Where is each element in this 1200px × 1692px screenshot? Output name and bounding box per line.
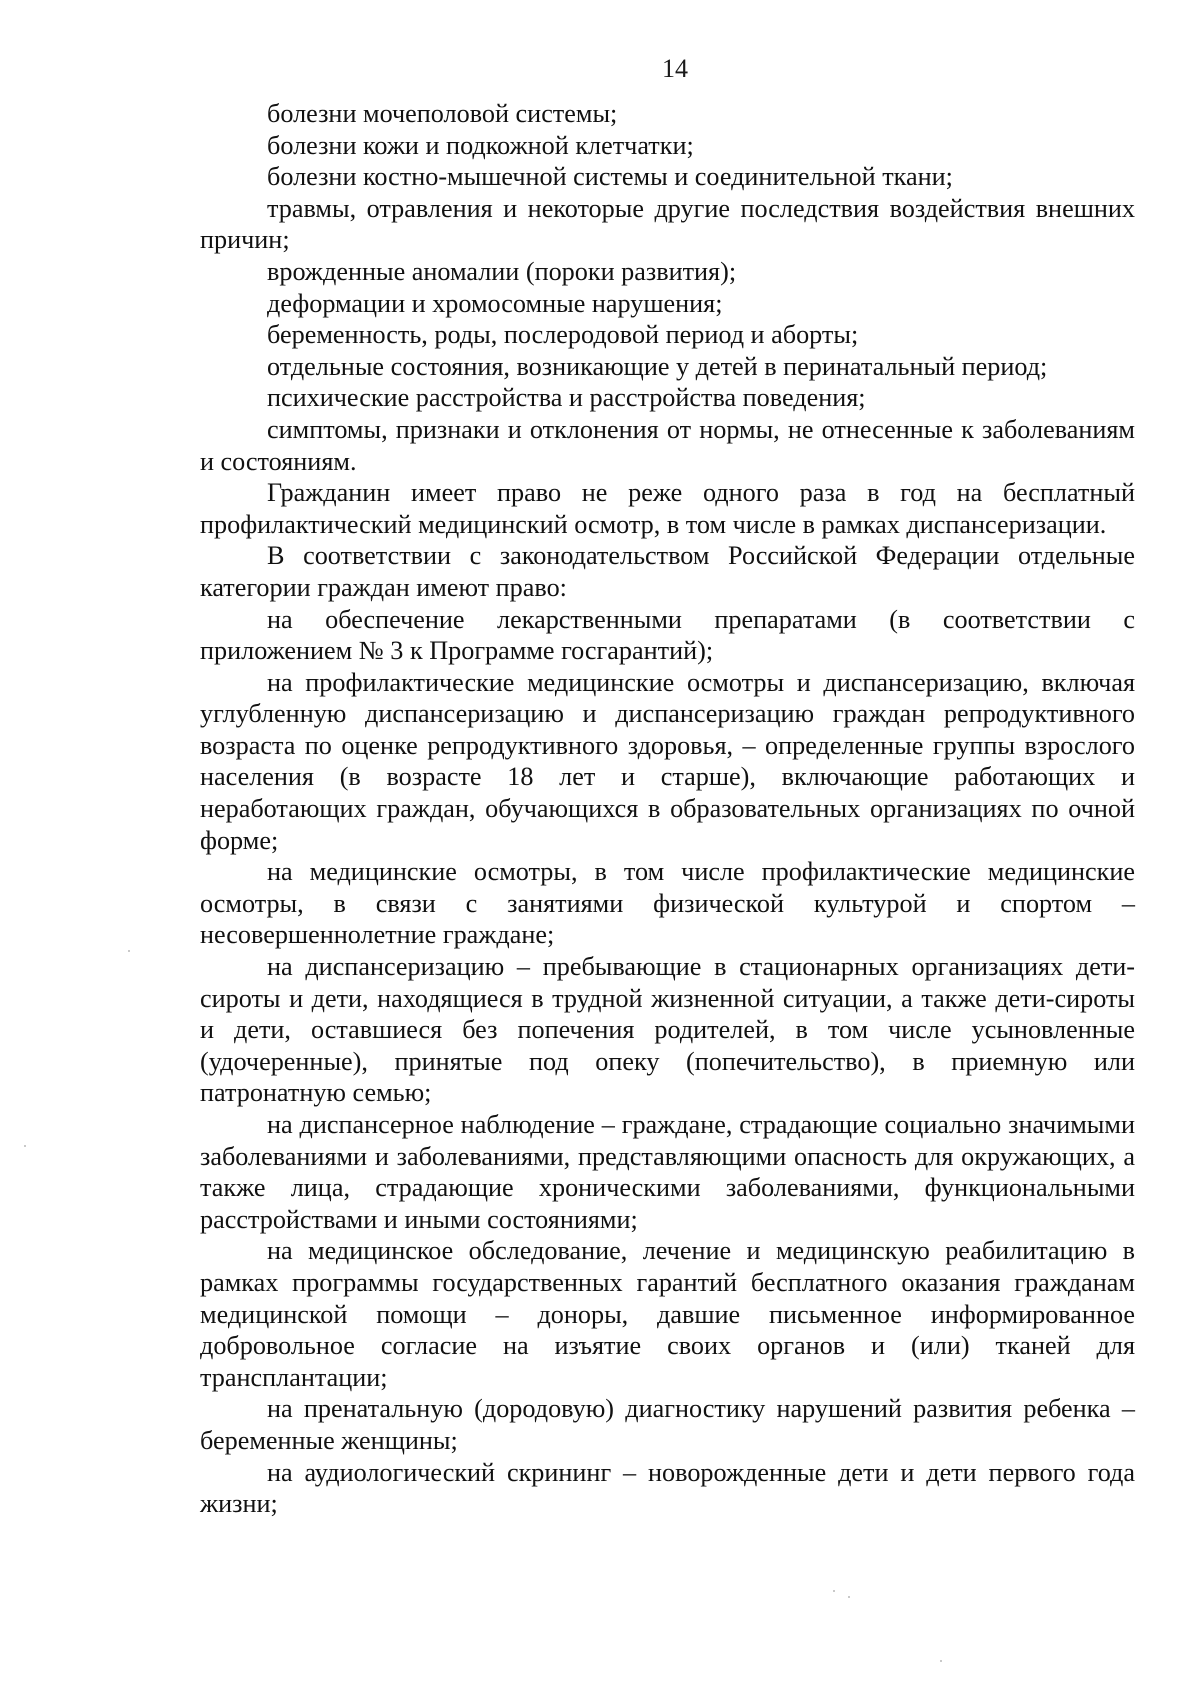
page-number: 14 bbox=[662, 54, 688, 83]
list-item-symptoms: симптомы, признаки и отклонения от нормы, не отнесенные к заболеваниям и состояниям. bbox=[200, 414, 1135, 476]
list-item-injuries: травмы, отравления и некоторые другие последствия воздействия внешних причин; bbox=[200, 193, 1135, 255]
scan-speck bbox=[848, 1596, 850, 1598]
right-orphans-screening: на диспансеризацию – пребывающие в стационарных организациях дети-сироты и дети, находящиеся в трудной жизненной ситуации, а также дети-сироты и дети, оставшиеся без попечения родителей, в том числе усыновленные (удочеренные), принятые под опеку (попечительство), в приемную или патронатную семью; bbox=[200, 952, 1135, 1108]
list-item-mental: психические расстройства и расстройства поведения; bbox=[267, 383, 866, 413]
list-item-pregnancy: беременность, роды, послеродовой период и аборты; bbox=[267, 320, 859, 350]
paragraph-categories-intro: В соответствии с законодательством Российской Федерации отдельные категории граждан имеют право: bbox=[200, 541, 1135, 602]
body-text bbox=[200, 98, 1135, 1520]
scan-speck bbox=[128, 950, 130, 952]
list-item-skin: болезни кожи и подкожной клетчатки; bbox=[267, 130, 694, 160]
list-item-perinatal: отдельные состояния, возникающие у детей в перинатальный период; bbox=[267, 351, 1048, 381]
right-dispensary-observation: на диспансерное наблюдение – граждане, страдающие социально значимыми заболеваниями и заболеваниями, представляющими опасность для окружающих, а также лица, страдающие хроническими заболеваниями, функциональными расстройствами и иными состояниями; bbox=[200, 1110, 1135, 1234]
list-item-musculoskeletal: болезни костно-мышечной системы и соединительной ткани; bbox=[267, 162, 953, 192]
right-sports-exams: на медицинские осмотры, в том числе профилактические медицинские осмотры, в связи с занятиями физической культурой и спортом – несовершеннолетние граждане; bbox=[200, 857, 1135, 950]
paragraph-annual-checkup: Гражданин имеет право не реже одного раза в год на бесплатный профилактический медицинский осмотр, в том числе в рамках диспансеризации. bbox=[200, 478, 1135, 539]
list-item-congenital: врожденные аномалии (пороки развития); bbox=[267, 256, 737, 286]
scan-speck bbox=[24, 1145, 26, 1147]
list-item-chromosomal: деформации и хромосомные нарушения; bbox=[267, 288, 723, 318]
scan-speck bbox=[833, 1590, 835, 1592]
right-preventive-exams: на профилактические медицинские осмотры и диспансеризацию, включая углубленную диспансеризацию и диспансеризацию граждан репродуктивного возраста по оценке репродуктивного здоровья, – определенные группы взрослого населения (в возрасте 18 лет и старше), включающие работающих и неработающих граждан, обучающихся в образовательных организациях по очной форме; bbox=[200, 667, 1135, 855]
right-audiology-screening: на аудиологический скрининг – новорожденные дети и дети первого года жизни; bbox=[200, 1457, 1135, 1519]
list-item-genitourinary: болезни мочеполовой системы; bbox=[267, 99, 618, 128]
right-medications: на обеспечение лекарственными препаратами (в соответствии с приложением № 3 к Программе госгарантий); bbox=[200, 604, 1135, 666]
right-donors: на медицинское обследование, лечение и медицинскую реабилитацию в рамках программы государственных гарантий бесплатного оказания гражданам медицинской помощи – доноры, давшие письменное информированное добровольное согласие на изъятие своих органов и (или) тканей для трансплантации; bbox=[200, 1236, 1135, 1392]
scan-speck bbox=[940, 1660, 942, 1662]
right-prenatal-diagnostics: на пренатальную (дородовую) диагностику нарушений развития ребенка – беременные женщины; bbox=[200, 1394, 1135, 1455]
